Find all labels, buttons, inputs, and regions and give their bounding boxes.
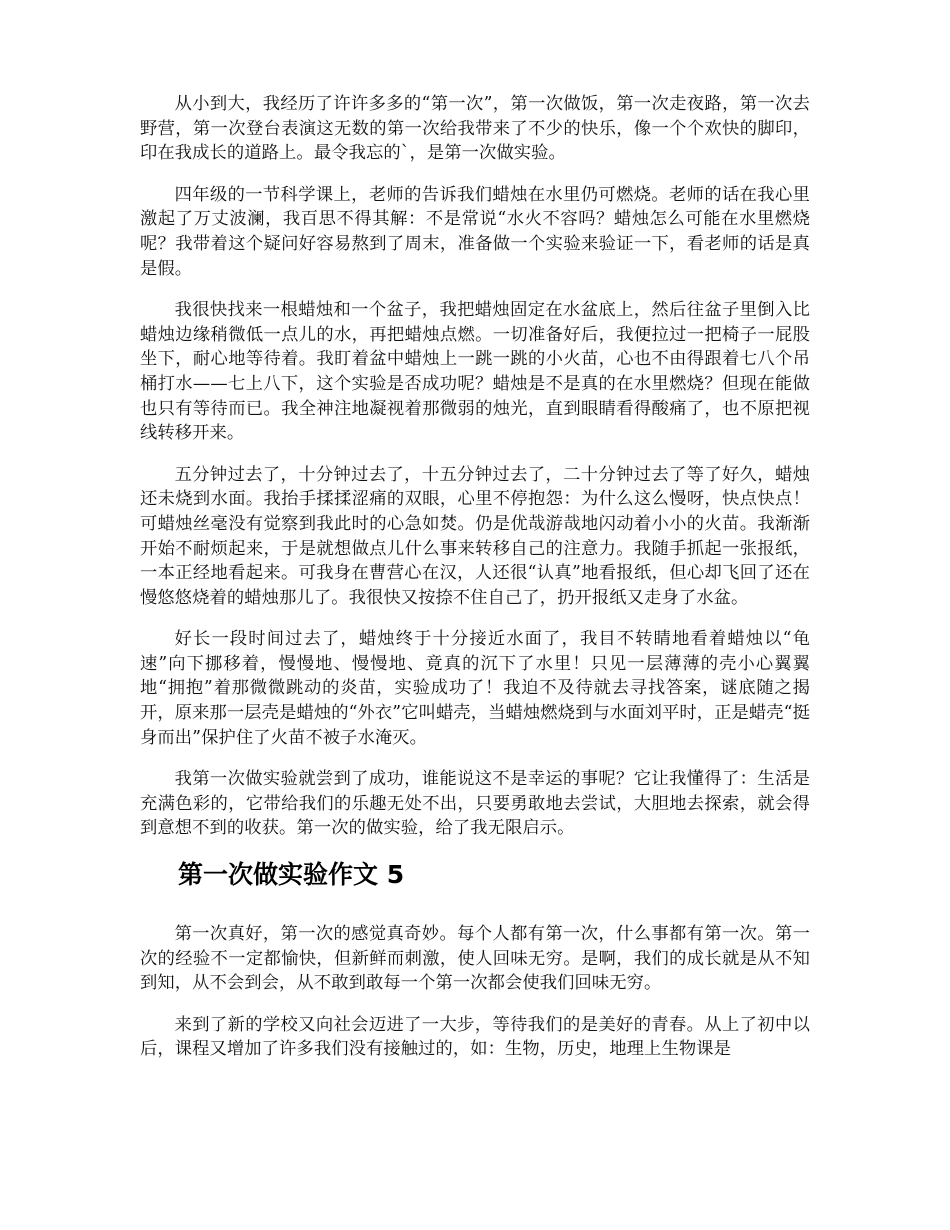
document-page (140, 92, 810, 1079)
paragraph-science-class: 四年级的一节科学课上，老师的告诉我们蜡烛在水里仍可燃烧。老师的话在我心里激起了万丈波澜，我百思不得其解：不是常说“水火不容吗？蜡烛怎么可能在水里燃烧呢？我带着这个疑问好容易熬到了周末，准备做一个实验来验证一下，看老师的话是真是假。 (140, 184, 810, 279)
paragraph-waiting: 五分钟过去了，十分钟过去了，十五分钟过去了，二十分钟过去了等了好久，蜡烛还未烧到水面。我抬手揉揉涩痛的双眼，心里不停抱怨：为什么这么慢呀，快点快点！可蜡烛丝毫没有觉察到我此时的心急如焚。仍是优哉游哉地闪动着小小的火苗。我渐渐开始不耐烦起来，于是就想做点儿什么事来转移自己的注意力。我随手抓起一张报纸，一本正经地看起来。可我身在曹营心在汉，人还很“认真”地看报纸，但心却飞回了还在慢悠悠烧着的蜡烛那儿了。我很快又按捺不住自己了，扔开报纸又走身了水盆。 (140, 464, 810, 608)
section-heading: 第一次做实验作文 5 (178, 860, 405, 890)
paragraph-first-time: 第一次真好，第一次的感觉真奇妙。每个人都有第一次，什么事都有第一次。第一次的经验不一定都愉快，但新鲜而刺激，使人回味无穷。是啊，我们的成长就是从不知到知，从不会到会，从不敢到敢每一个第一次都会使我们回味无穷。 (140, 924, 810, 994)
paragraph-success: 好长一段时间过去了，蜡烛终于十分接近水面了，我目不转睛地看着蜡烛以“龟速”向下挪移着，慢慢地、慢慢地、竟真的沉下了水里！只见一层薄薄的壳小心翼翼地“拥抱”着那微微跳动的炎苗，实验成功了！我迫不及待就去寻找答案，谜底随之揭开，原来那一层壳是蜡烛的“外衣”它叫蜡壳，当蜡烛燃烧到与水面刘平时，正是蜡壳“挺身而出”保护住了火苗不被子水淹灭。 (140, 629, 810, 748)
paragraph-experiment-setup: 我很快找来一根蜡烛和一个盆子，我把蜡烛固定在水盆底上，然后往盆子里倒入比蜡烛边缘稍微低一点儿的水，再把蜡烛点燃。一切准备好后，我便拉过一把椅子一屁股坐下，耐心地等待着。我盯着盆中蜡烛上一跳一跳的小火苗，心也不由得跟着七八个吊桶打水——七上八下，这个实验是否成功呢？蜡烛是不是真的在水里燃烧？但现在能做也只有等待而已。我全神注地凝视着那微弱的烛光，直到眼睛看得酸痛了，也不原把视线转移开来。 (140, 300, 810, 444)
paragraph-new-school: 来到了新的学校又向社会迈进了一大步，等待我们的是美好的青春。从上了初中以后，课程又增加了许多我们没有接触过的，如：生物，历史，地理上生物课是 (140, 1014, 810, 1060)
paragraph-intro: 从小到大，我经历了许许多多的“第一次”，第一次做饭，第一次走夜路，第一次去野营，第一次登台表演这无数的第一次给我带来了不少的快乐，像一个个欢快的脚印，印在我成长的道路上。最令我忘的`，是第一次做实验。 (140, 94, 810, 164)
paragraph-conclusion: 我第一次做实验就尝到了成功，谁能说这不是幸运的事呢？它让我懂得了：生活是充满色彩的，它带给我们的乐趣无处不出，只要勇敢地去尝试，大胆地去探索，就会得到意想不到的收获。第一次的做实验，给了我无限启示。 (140, 769, 810, 839)
